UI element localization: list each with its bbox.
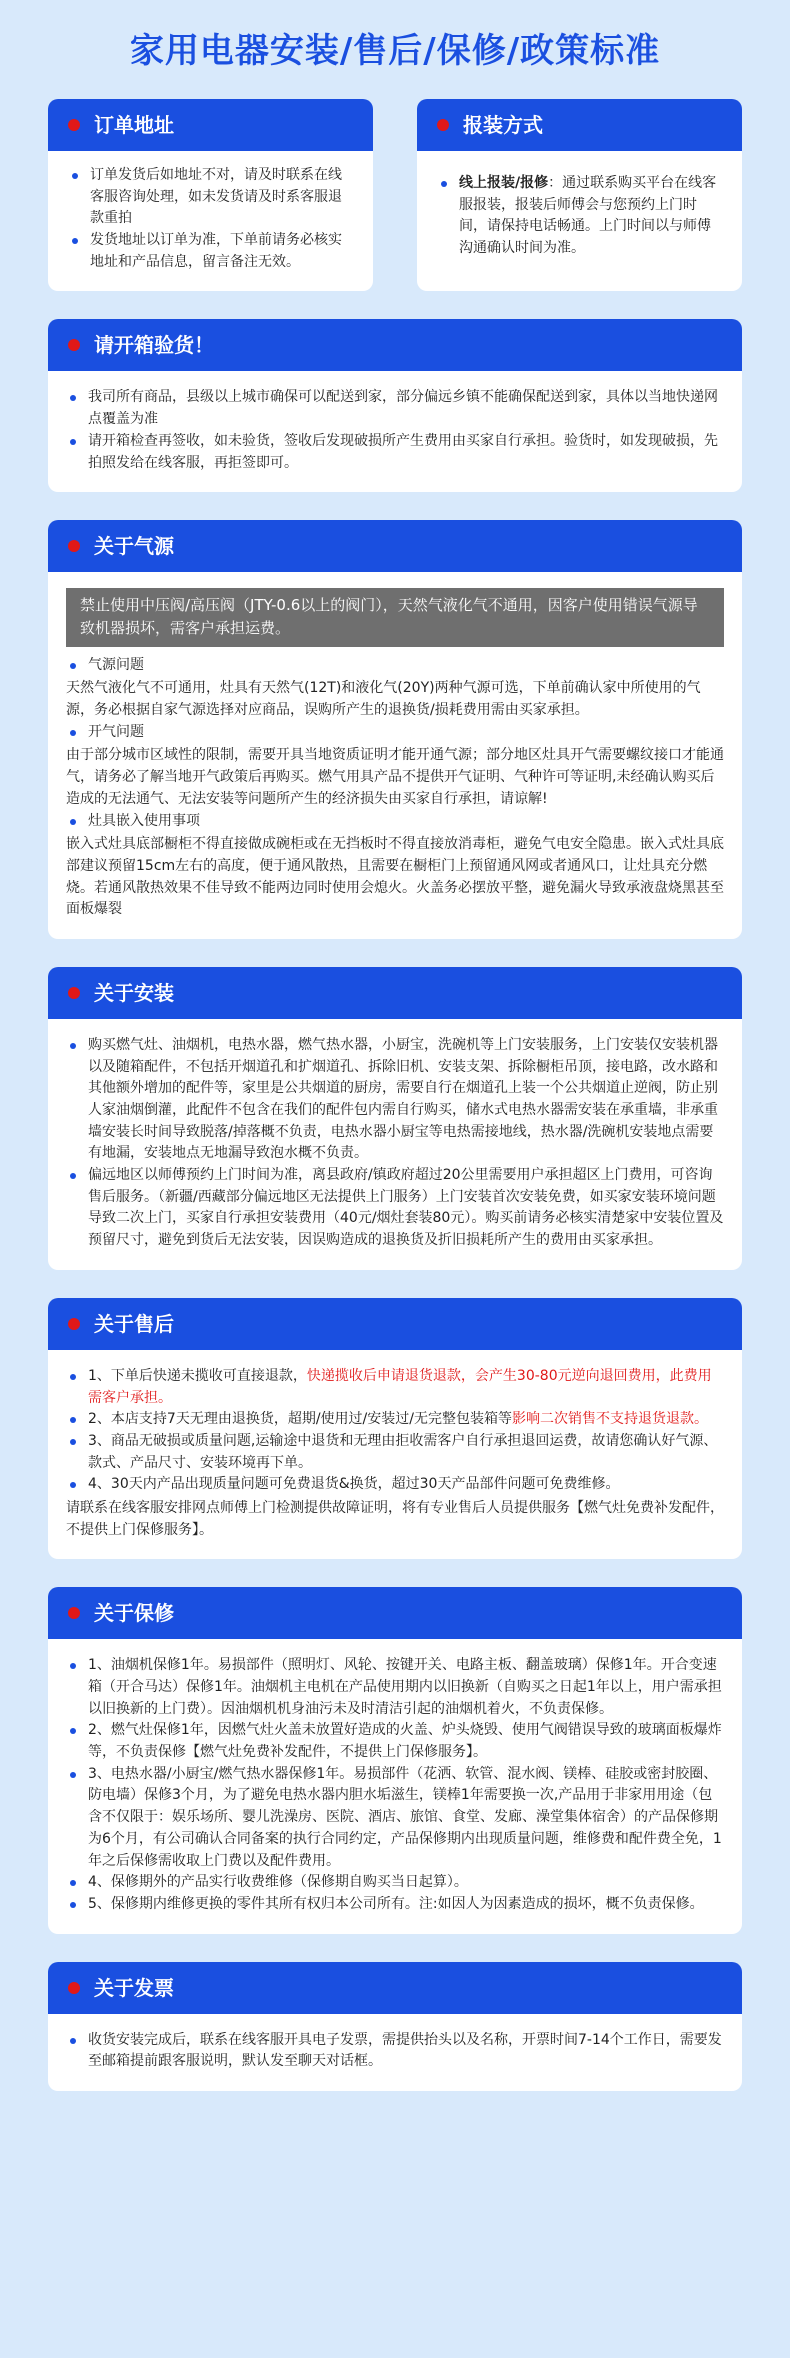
bullet-icon [70, 1772, 76, 1778]
red-dot-icon [68, 1318, 80, 1330]
list-item [66, 1165, 724, 1252]
bullet-icon [70, 1902, 76, 1908]
section-text: 嵌入式灶具底部橱柜不得直接做成碗柜或在无挡板时不得直接放消毒柜，避免气电安全隐患。嵌入式灶具底部建议预留15cm左右的高度，便于通风散热，且需要在橱柜门上预留通风网或者通风口，让灶具充分燃烧。若通风散热效果不佳导致不能两边同时使用会熄火。火盖务必摆放平整，避免漏火导致承液盘烧黑甚至面板爆裂 [66, 836, 724, 918]
card-title: 订单地址 [94, 113, 174, 137]
card-header [48, 1587, 742, 1639]
item-rest: ：通过联系购买平台在线客服报装，报装后师傅会与您预约上门时间，请保持电话畅通。上门时间以与师傅沟通确认时间为准。 [459, 175, 717, 257]
item-text: 订单发货后如地址不对，请及时联系在线客服咨询处理，如未发货请及时系客服退款重拍 [90, 167, 342, 227]
bullet-icon [70, 1043, 76, 1049]
item-text: 发货地址以订单为准，下单前请务必核实地址和产品信息，留言备注无效。 [90, 232, 342, 270]
list-item [66, 387, 724, 430]
bullet-icon [70, 1663, 76, 1669]
card-header [48, 1962, 742, 2014]
card-title: 请开箱验货！ [94, 333, 214, 358]
list-item [66, 431, 724, 474]
bullet-icon [70, 1173, 76, 1179]
red-dot-icon [68, 540, 80, 552]
red-dot-icon [68, 1607, 80, 1619]
card-body [417, 151, 742, 278]
section-text: 天然气液化气不可通用，灶具有天然气(12T)和液化气(20Y)两种气源可选，下单前确认家中所使用的气源，务必根据自家气源选择对应商品，误购所产生的退换货/损耗费用需由买家承担。 [66, 680, 701, 719]
item-text: 我司所有商品，县级以上城市确保可以配送到家，部分偏远乡镇不能确保配送到家，具体以当地快递网点覆盖为准 [88, 389, 718, 428]
section-label [66, 655, 724, 677]
list-item [66, 1474, 724, 1496]
report-install-card [417, 99, 742, 291]
install-card [48, 967, 742, 1270]
red-dot-icon [437, 119, 449, 131]
bullet-icon [72, 173, 78, 179]
item-warning: 影响二次销售不支持退货退款。 [511, 1411, 708, 1428]
item-text: 3、电热水器/小厨宝/燃气热水器保修1年。易损部件（花洒、软管、混水阀、镁棒、硅胶或密封胶圈、防电墙）保修3个月，为了避免电热水器内胆水垢滋生，镁棒1年需要换一次,产品用于非家用用途（包含不仅限于：娱乐场所、婴儿洗澡房、医院、酒店、旅馆、食堂、发廊、澡堂集体宿舍）的产品保修期为6个月，有公司确认合同备案的执行合同约定，产品保修期内出现质量问题，维修费和配件费全免，1年之后保修需收取上门费以及配件费用。 [88, 1765, 722, 1869]
section-label [66, 722, 724, 744]
section-label [66, 811, 724, 833]
list-item [68, 230, 355, 273]
card-body [48, 1639, 742, 1933]
bullet-icon [72, 238, 78, 244]
card-title: 关于售后 [94, 1311, 174, 1336]
bullet-icon [70, 819, 76, 825]
item-text: 5、保修期内维修更换的零件其所有权归本公司所有。注:如因人为因素造成的损坏，概不负责保修。 [88, 1895, 704, 1912]
item-text: 气源问题 [88, 656, 144, 673]
red-dot-icon [68, 1982, 80, 1994]
bullet-icon [70, 1374, 76, 1380]
item-text: 3、商品无破损或质量问题,运输途中退货和无理由拒收需客户自行承担退回运费，故请您确认好气源、款式、产品尺寸、安装环境再下单。 [88, 1432, 718, 1471]
card-header [417, 99, 742, 151]
card-header [48, 1298, 742, 1350]
invoice-card [48, 1962, 742, 2091]
item-lead: 线上报装/报修 [459, 175, 549, 191]
item-text: 开气问题 [88, 723, 144, 740]
red-dot-icon [68, 987, 80, 999]
bullet-icon [70, 395, 76, 401]
item-text: 4、30天内产品出现质量问题可免费退货&换货，超过30天产品部件问题可免费维修。 [88, 1476, 620, 1493]
list-item [66, 1894, 724, 1916]
card-header [48, 99, 373, 151]
item-text: 购买燃气灶、油烟机，电热水器，燃气热水器，小厨宝，洗碗机等上门安装服务，上门安装仅安装机器以及随箱配件，不包括开烟道孔和扩烟道孔、拆除旧机、安装支架、拆除橱柜吊顶，接电路，改水路和其他额外增加的配件等，家里是公共烟道的厨房，需要自行在烟道孔上装一个公共烟道止逆阀，防止别人家油烟倒灌，此配件不包含在我们的配件包内需自行购买，储水式电热水器需安装在承重墙，非承重墙安装长时间导致脱落/掉落概不负责，电热水器小厨宝等电热需接地线，热水器/洗碗机安装地点需要有地漏，安装地点无地漏导致泡水概不负责。 [88, 1036, 718, 1162]
card-title: 关于安装 [94, 980, 174, 1005]
item-text [88, 1409, 708, 1431]
bullet-icon [70, 663, 76, 669]
list-item [66, 1720, 724, 1763]
after-sales-card [48, 1298, 742, 1560]
list-item [66, 1366, 724, 1409]
item-text: 偏远地区以师傅预约上门时间为准，离县政府/镇政府超过20公里需要用户承担超区上门费用，可咨询售后服务。（新疆/西藏部分偏远地区无法提供上门服务）上门安装首次安装免费，如买家安装环境问题导致二次上门，买家自行承担安装费用（40元/烟灶套装80元）。购买前请务必核实清楚家中安装位置及预留尺寸，避免到货后无法安装，因误购造成的退换货及折旧损耗所产生的费用由买家承担。 [88, 1167, 724, 1249]
item-text [459, 173, 724, 260]
card-title: 关于气源 [94, 534, 174, 559]
bullet-icon [70, 1417, 76, 1423]
list-item [68, 165, 355, 230]
bullet-icon [70, 1439, 76, 1445]
card-body [48, 1350, 742, 1560]
item-text: 请开箱检查再签收，如未验货，签收后发现破损所产生费用由买家自行承担。验货时，如发现破损，先拍照发给在线客服，再拒签即可。 [88, 432, 718, 471]
section-text: 由于部分城市区域性的限制，需要开具当地资质证明才能开通气源；部分地区灶具开气需要螺纹接口才能通气，请务必了解当地开气政策后再购买。燃气用具产品不提供开气证明、气种许可等证明,未经确认购买后造成的无法通气、无法安装等问题所产生的经济损失由买家自行承担，请谅解! [66, 747, 724, 807]
card-body [48, 2014, 742, 2091]
order-address-card [48, 99, 373, 291]
item-warning: 快递揽收后申请退货退款，会产生30-80元逆向退回费用，此费用需客户承担。 [88, 1367, 712, 1406]
item-part: 2、本店支持7天无理由退换货，超期/使用过/安装过/无完整包装箱等 [88, 1411, 512, 1428]
page-title: 家用电器安装/售后/保修/政策标准 [129, 31, 661, 71]
list-item [66, 1655, 724, 1720]
card-title: 关于发票 [94, 1975, 174, 2000]
card-title: 报装方式 [463, 113, 543, 137]
warranty-card [48, 1587, 742, 1933]
bullet-icon [70, 1880, 76, 1886]
item-text: 2、燃气灶保修1年，因燃气灶火盖未放置好造成的火盖、炉头烧毁、使用气阀错误导致的玻璃面板爆炸等，不负责保修【燃气灶免费补发配件，不提供上门保修服务】。 [88, 1722, 722, 1761]
item-part: 1、下单后快递未揽收可直接退款， [88, 1367, 307, 1384]
bullet-icon [441, 181, 447, 187]
bullet-icon [70, 439, 76, 445]
list-item [66, 1764, 724, 1872]
card-body [48, 151, 373, 291]
card-header [48, 520, 742, 572]
list-item [66, 1035, 724, 1165]
card-body [48, 371, 742, 492]
bullet-icon [70, 1482, 76, 1488]
gas-card [48, 520, 742, 939]
inspect-card [48, 319, 742, 492]
item-text: 灶具嵌入使用事项 [88, 812, 200, 829]
gas-notice: 禁止使用中压阀/高压阀（JTY-0.6以上的阀门），天然气液化气不通用，因客户使用错误气源导致机器损坏，需客户承担运费。 [66, 588, 724, 647]
list-item [66, 1872, 724, 1894]
red-dot-icon [68, 119, 80, 131]
list-item [66, 2030, 724, 2073]
top-row [48, 99, 742, 291]
bullet-icon [70, 2038, 76, 2044]
card-header [48, 319, 742, 371]
card-title: 关于保修 [94, 1601, 174, 1626]
bullet-icon [70, 1728, 76, 1734]
list-item [437, 173, 724, 260]
item-text [88, 1366, 724, 1409]
card-body [48, 1019, 742, 1270]
item-continuation: 请联系在线客服安排网点师傅上门检测提供故障证明，将有专业售后人员提供服务【燃气灶免费补发配件，不提供上门保修服务】。 [66, 1499, 724, 1538]
item-text: 收货安装完成后，联系在线客服开具电子发票，需提供抬头以及名称，开票时间7-14个工作日，需要发至邮箱提前跟客服说明，默认发至聊天对话框。 [88, 2031, 722, 2070]
item-text: 4、保修期外的产品实行收费维修（保修期自购买当日起算）。 [88, 1874, 468, 1891]
red-dot-icon [68, 339, 80, 351]
item-text: 1、油烟机保修1年。易损部件（照明灯、风轮、按键开关、电路主板、翻盖玻璃）保修1年。开合变速箱（开合马达）保修1年。油烟机主电机在产品使用期内以旧换新（自购买之日起1年以上，用户需承担以旧换新的上门费）。因油烟机机身油污未及时清洁引起的油烟机着火，不负责保修。 [88, 1657, 722, 1717]
list-item [66, 1431, 724, 1474]
bullet-icon [70, 730, 76, 736]
list-item [66, 1409, 724, 1431]
card-header [48, 967, 742, 1019]
card-body [48, 572, 742, 939]
